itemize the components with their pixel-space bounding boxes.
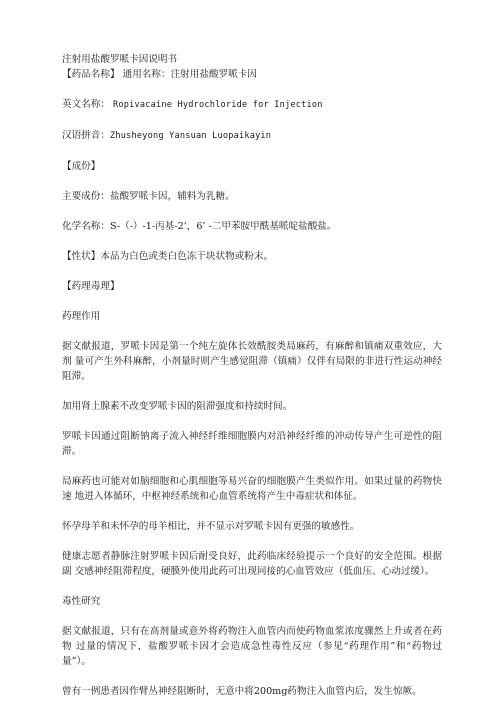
paragraph-epinephrine: 加用肾上腺素不改变罗哌卡因的阻滞强度和持续时间。 (62, 401, 293, 412)
paragraph-excitable-cells: 局麻药也可能对如脑细胞和心肌细胞等易兴奋的细胞膜产生类似作用。如果过量的药物快速 地进入体循环，中枢神经系统和心血管系统将产生中毒症状和体征。 (62, 476, 442, 502)
paragraph-case-report: 曾有一例患者因作臂丛神经阻断时，无意中将200mg药物注入血管内后，发生惊厥。 (62, 686, 422, 697)
document-title: 注射用盐酸罗哌卡因说明书 (62, 54, 178, 65)
pharmacology-heading: 药理作用 (62, 311, 101, 322)
english-name-value: Ropivacaine Hydrochloride for Injection (113, 100, 323, 110)
paragraph-volunteers: 健康志愿者静脉注射罗哌卡因后耐受良好，此药临床经验提示一个良好的安全范围。根据副 交感神经阻滞程度，硬膜外使用此药可出现同接的心血管效应（低血压、心动过缓）。 (62, 551, 442, 577)
paragraph-toxicity: 据文献报道，只有在高剂量或意外将药物注入血管内而使药物血浆浓度骤然上升或者在药物 过量的情况下，盐酸罗哌卡因才会造成急性毒性反应（参见“药理作用”和“药物过量”）。 (62, 626, 442, 667)
pharm-tox-heading: 【药理毒理】 (62, 281, 120, 292)
chemical-name: 化学名称：S-（-）-1-丙基-2’，6’ -二甲苯胺甲酰基哌啶盐酸盐。 (62, 221, 337, 232)
paragraph-pregnancy: 怀孕母羊和未怀孕的母羊相比，并不显示对罗哌卡因有更强的敏感性。 (62, 521, 360, 532)
pinyin-line (62, 128, 442, 144)
pinyin-label: 汉语拼音： (62, 130, 110, 141)
paragraph-sodium-block: 罗哌卡因通过阻断钠离子流入神经纤维细胞膜内对沿神经纤维的冲动传导产生可逆性的阻滞。 (62, 431, 442, 457)
drug-name-line: 【药品名称】 通用名称：注射用盐酸罗哌卡因 (62, 69, 257, 80)
main-ingredient: 主要成份：盐酸罗哌卡因，辅料为乳糖。 (62, 191, 235, 202)
composition-heading: 【成份】 (62, 161, 101, 172)
document-page (62, 52, 442, 699)
paragraph-mechanism: 据文献报道，罗哌卡因是第一个纯左旋体长效酰胺类局麻药，有麻醉和镇痛双重效应，大剂 量可产生外科麻醉，小剂量时则产生感觉阻滞（镇痛）仅伴有局限的非进行性运动神经阻滞。 (62, 341, 442, 382)
appearance: 【性状】本品为白色或类白色冻干块状物或粉末。 (62, 251, 274, 262)
english-name-label: 英文名称： (62, 99, 110, 110)
pinyin-value: Zhusheyong Yansuan Luopaikayin (109, 131, 272, 141)
english-name-line (62, 97, 442, 113)
toxicity-heading: 毒性研究 (62, 596, 101, 607)
